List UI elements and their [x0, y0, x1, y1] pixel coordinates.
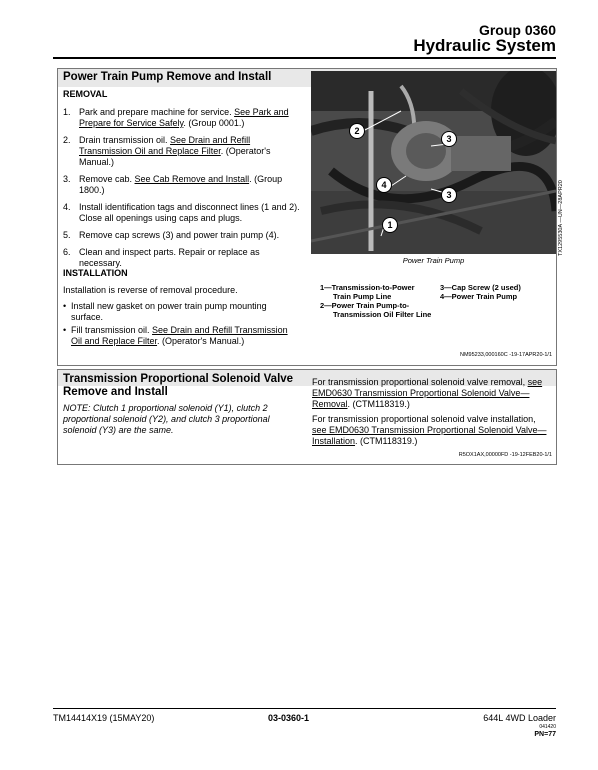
section-title: Power Train Pump Remove and Install	[63, 71, 272, 83]
step-item: 4. Install identification tags and disconnect lines (1 and 2). Close all openings using caps and plugs.	[63, 202, 300, 223]
section1-ref-code: NM95233,000160C -19-17APR20-1/1	[459, 352, 552, 358]
section2-title-line2: Remove and Install	[63, 386, 168, 398]
step-item: 6. Clean and inspect parts. Repair or replace as necessary.	[63, 247, 260, 268]
footer-date-code: 041420	[539, 724, 556, 730]
photo-caption: Power Train Pump	[402, 256, 465, 265]
installation-bullets	[63, 301, 301, 349]
header-rule	[53, 57, 556, 59]
step-link[interactable]: See Cab Remove and Install	[134, 174, 250, 184]
removal-heading: REMOVAL	[63, 89, 108, 99]
step-link[interactable]: See Drain and Refill Transmission Oil and Replace Filter	[79, 135, 251, 156]
bullet-link[interactable]: See Drain and Refill Transmission Oil and Replace Filter	[71, 325, 288, 346]
section2-title-line1: Transmission Proportional Solenoid Valve	[63, 373, 294, 385]
callout-3: 3	[441, 131, 457, 147]
step-item: 2. Drain transmission oil. See Drain and Refill Transmission Oil and Replace Filter. (Operator's Manual.)	[63, 135, 271, 167]
removal-paragraph: For transmission proportional solenoid valve removal, see EMD0630 Transmission Proportional Solenoid Valve—Removal. (CTM118319.)	[312, 377, 543, 409]
footer-pn: PN=77	[534, 731, 556, 738]
footer-page-number: 03-0360-1	[268, 713, 310, 723]
callout-3b: 3	[441, 187, 457, 203]
installation-heading: INSTALLATION	[63, 268, 128, 278]
page-title: Hydraulic System	[413, 36, 556, 55]
installation-text: Installation is reverse of removal procedure.	[63, 285, 238, 295]
photo-code: TX1295530A —UN—28APR20	[558, 180, 564, 256]
section2-ref-code: R5OX1AX,00000FD -19-12FEB20-1/1	[458, 452, 552, 458]
installation-paragraph: For transmission proportional solenoid valve installation, see EMD0630 Transmission Proportional Solenoid Valve—Installation. (CTM118319.)	[312, 414, 547, 446]
removal-link[interactable]: see EMD0630 Transmission Proportional Solenoid Valve—Removal	[312, 377, 543, 409]
installation-link[interactable]: see EMD0630 Transmission Proportional Solenoid Valve—Installation	[312, 425, 547, 446]
pump-photo-illustration	[311, 71, 556, 254]
callout-2: 2	[349, 123, 365, 139]
section2-note: NOTE: Clutch 1 proportional solenoid (Y1), clutch 2 proportional solenoid (Y2), and clutch 3 proportional solenoid (Y3) are the same.	[63, 403, 270, 435]
power-train-pump-photo	[311, 71, 556, 254]
bullet-item: • Install new gasket on power train pump mounting surface.	[63, 301, 301, 323]
step-item: 5. Remove cap screws (3) and power train pump (4).	[63, 230, 280, 240]
footer-rule	[53, 708, 556, 709]
footer-manual-id: TM14414X19 (15MAY20)	[53, 713, 155, 723]
legend-left: 1—Transmission-to-Power Train Pump Line 2—Power Train Pump-to- Transmission Oil Filter Line	[320, 283, 432, 319]
bullet-item: • Fill transmission oil. See Drain and Refill Transmission Oil and Replace Filter. (Operator's Manual.)	[63, 325, 301, 347]
step-link[interactable]: See Park and Prepare for Service Safely	[79, 107, 289, 128]
footer-model: 644L 4WD Loader	[483, 713, 556, 723]
legend-right: 3—Cap Screw (2 used) 4—Power Train Pump	[440, 283, 521, 301]
callout-1: 1	[382, 217, 398, 233]
step-item: 3. Remove cab. See Cab Remove and Install. (Group 1800.)	[63, 174, 283, 195]
group-number: Group 0360	[478, 22, 556, 38]
step-item: 1. Park and prepare machine for service. See Park and Prepare for Service Safely. (Group 0001.)	[63, 107, 289, 128]
removal-steps	[63, 107, 301, 275]
callout-4: 4	[376, 177, 392, 193]
